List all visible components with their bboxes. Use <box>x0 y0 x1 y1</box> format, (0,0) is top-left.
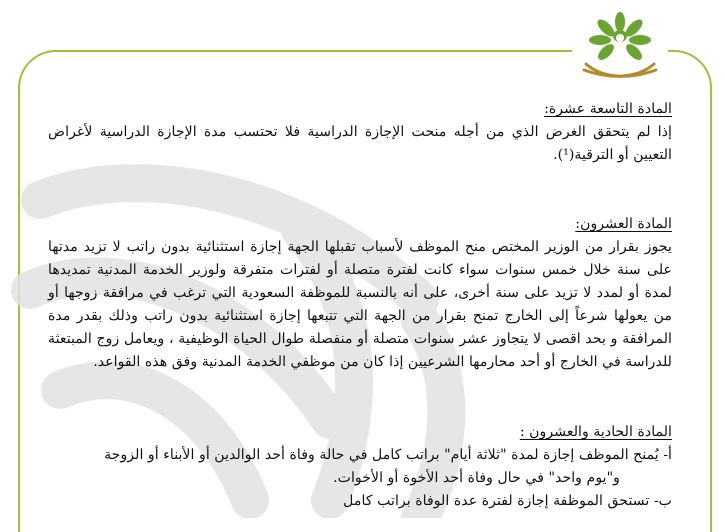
article-21-item-b: ب- تستحق الموظفة إجازة لفترة عدة الوفاة براتب كامل <box>343 493 672 509</box>
document-body <box>48 98 672 513</box>
article-20-text: يجوز بقرار من الوزير المختص منح الموظف لأسباب تقبلها الجهة إجازة استثنائية بدون راتب لا تزيد مدتها على سنة خلال خمس سنوات سواء كانت لفترة متصلة أو لفترات متفرقة ولوزير الخدمة المدنية تمديدها لمدة أو لمدد لا تزيد على سنة أخرى، على أنه بالنسبة للموظفة السعودية التي ترغب في مرافقة زوجها أو من يعولها شرعاً إلى الخارج تمنح بقرار من الجهة التي تتبعها إجازة استثنائية بدون راتب وذلك بقدر مدة المرافقة و بحد اقصى لا يتجاوز عشر سنوات متصلة أو منفصلة طوال الحياة الوظيفية ، ويعامل زوج المبتعثة للدراسة في الخارج أو أحد محارمها الشرعيين إذا كان من موظفي الخدمة المدنية وفق هذه القواعد. <box>48 239 672 370</box>
article-19-heading: المادة التاسعة عشرة: <box>544 101 672 117</box>
article-20-heading: المادة العشرون: <box>575 216 672 232</box>
palm-icon <box>589 12 651 63</box>
emblem-logo <box>572 8 668 92</box>
article-21-heading: المادة الحادية والعشرون : <box>519 424 672 440</box>
crossed-swords-icon <box>584 64 656 76</box>
article-19-text: إذا لم يتحقق الغرض الذي من أجله منحت الإجازة الدراسية فلا تحتسب مدة الإجازة الدراسية لأغراض التعيين أو الترقية(¹). <box>48 124 672 163</box>
article-21-item-a-continued: و"يوم واحد" في حال وفاة أحد الأخوة أو الأخوات. <box>333 470 620 486</box>
article-21-item-a: أ- يُمنح الموظف إجازة لمدة "ثلاثة أيام" براتب كامل في حالة وفاة أحد الوالدين أو الأبناء أو الزوجة <box>104 447 672 463</box>
